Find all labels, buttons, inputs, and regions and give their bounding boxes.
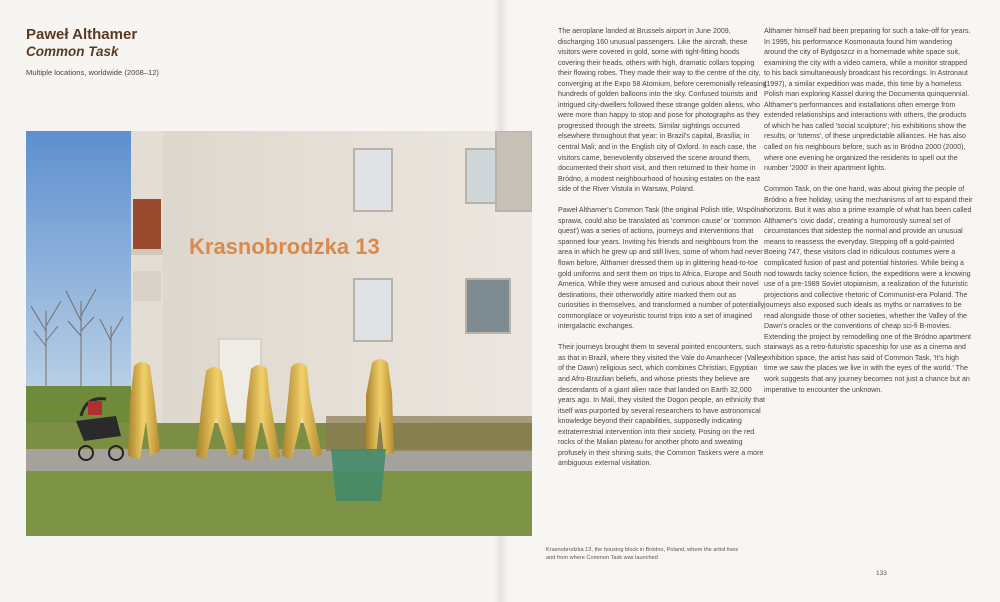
paragraph: Their journeys brought them to several pointed encounters, such as that in Brazil, where they visited the Vale do Amanhecer (Valley of the Dawn) religious sect, which combines Christian, Egyptian and Afro-Brazilian beliefs, and whose priests they believe are descendants of a giant alien race that landed on Earth 32,000 years ago. In Mali, they visited the Dogon people, an ethnicity that itself was purported by several researchers to have astronomical knowledge beyond their capabilities, supposedly indicating extraterrestrial intervention into their society. Posing on the red rocks of the Malian plateau for another photo and sweating profusely in their shining suits, the Common Taskers were a more ambiguous external visitation. — [558, 343, 766, 468]
paragraph: Paweł Althamer's Common Task (the original Polish title, Wspólna sprawa, could also be translated as 'common cause' or 'common quest') was a series of actions, journeys and interventions that spanned four years. Inviting his friends and neighbours from the area in which he grew up and still lives, some of whom had never flown before, Althamer dressed them up in glittering head-to-toe gold uniforms and sent them on trips to Africa, Europe and South America. While they were amused and curious about their novel destinations, their otherworldly attire marked them out as curiosities in themselves, and transformed a number of potentially commonplace or voyeuristic tourist trips into a set of imagined intergalactic exchanges. — [558, 206, 765, 331]
paragraph: The aeroplane landed at Brussels airport in June 2009, discharging 160 unusual passengers. Like the aircraft, these visitors were covered in gold, some with tight-fitting hoods covering their heads, others with high, dramatic collars topping their flowing robes. They made their way to the centre of the city, converging at the Expo 58 Atomium, before ceremonially releasing hundreds of golden balloons into the sky. Confused tourists and intrigued city-dwellers followed these strange golden aliens, who were more than happy to stop and pose for photographs as they progressed through the streets. Similar sightings occurred elsewhere throughout that year: in Brazil's capital, Brasília; in central Mali; and in the English city of Oxford. In each case, the visitors came, benevolently observed the scene around them, documented their short visit, and then returned to their home in Bródno, a modest neighbourhood of housing estates on the east side of the River Vistula in Warsaw, Poland. — [558, 27, 767, 194]
paragraph: Althamer himself had been preparing for such a take-off for years. In 1995, his performance Kosmonauta found him wandering around the city of Bydgoszcz in a homemade white space suit, examining the city with a video camera, while a monitor strapped to his back simultaneously broadcast his recordings. In Astronaut (1997), a similar expedition was made, this time by a homeless Polish man exploring Kassel during the Documenta quinquennial. Althamer's performances and installations often emerge from extended relationships and interactions with others, the products of which he has called 'social sculpture'; his exhibitions show the results, or 'totems', of these unpredictable alliances. He has also called on his neighbours before, such as in Bródno 2000 (2000), where one evening he organized the residents to spell out the number '2000' in their apartment lights. — [764, 27, 971, 173]
building-sign: Krasnobrodzka 13 — [189, 234, 380, 259]
photo-caption: Krasnobrodzka 13, the housing block in Bródno, Poland, where the artist lives and from where Common Task was launched — [546, 547, 739, 561]
work-title: Common Task — [26, 44, 119, 59]
text-column-2 — [764, 26, 974, 406]
artist-name: Paweł Althamer — [26, 26, 138, 43]
artwork-photo — [26, 131, 532, 536]
work-location-date: Multiple locations, worldwide (2008–12) — [26, 68, 159, 77]
paragraph: Common Task, on the one hand, was about giving the people of Bródno a free holiday, using the mechanisms of art to expand their horizons. But it was also a prime example of what has been called Althamer's 'civic dada', creating a humorously surreal set of circumstances that sidestep the normal and provide an unusual means to reassess the everyday. Stepping off a gold-painted Boeing 747, these visitors clad in ridiculous costumes were a complicated fusion of past and potential histories. While being a nod towards tacky science fiction, the expeditions were a knowing use of a pre-1989 Soviet utopianism, a realization of the futuristic projections and collective rhetoric of Communist-era Poland. The journeys also exposed such ideals as myths or narratives to be read alongside those of other societies, whether the Valley of the Dawn's oracles or the conventions of cheap sci-fi B-movies. Extending the project by remodelling one of the Bródno apartment stairways as a retro-futuristic spaceship for use as a cinema and exhibition space, the artist has said of Common Task, 'It's high time we saw the places we live in with the eyes of the world.' The work suggests that any journey becomes not just a chance but an imperative to encounter the unknown. — [764, 185, 973, 394]
text-column-1 — [558, 26, 768, 479]
page-number: 133 — [876, 570, 887, 577]
green-bin — [331, 449, 386, 501]
